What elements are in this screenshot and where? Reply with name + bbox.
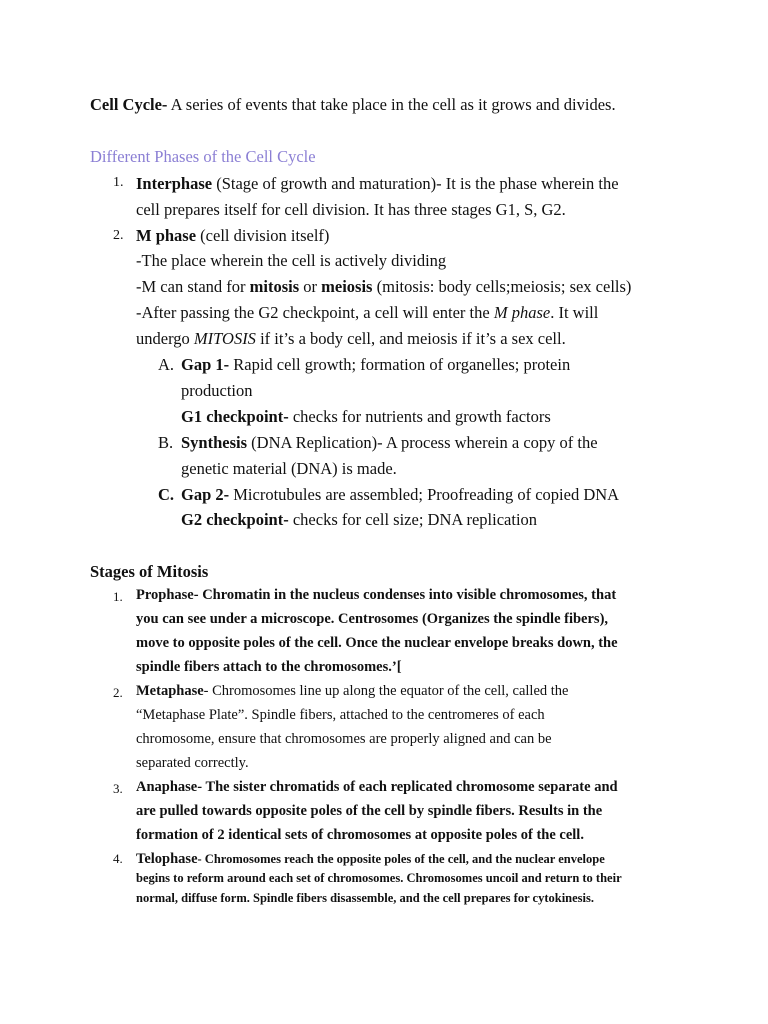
prophase-text: - Chromatin in the nucleus condenses into visible chromosomes, that: [193, 587, 617, 603]
subphase-letter: B.: [158, 433, 174, 452]
telophase-line-3: normal, diffuse form. Spindle fibers disassemble, and the cell prepares for cytokinesis.: [136, 891, 594, 905]
prophase-line-1: [136, 584, 616, 606]
anaphase-text: - The sister chromatids of each replicated chromosome separate and: [197, 779, 618, 795]
gap1-line-1: [181, 354, 570, 376]
meiosis-term: meiosis: [321, 277, 373, 296]
list-number: 1.: [113, 589, 123, 604]
g1-checkpoint-text: checks for nutrients and growth factors: [288, 407, 551, 426]
list-number: 3.: [113, 781, 123, 796]
synthesis-line-1: [181, 432, 598, 454]
g1-checkpoint: [181, 406, 551, 428]
synthesis-term: Synthesis: [181, 433, 248, 452]
interphase-term: Interphase: [136, 174, 213, 193]
m-phase-text: -After passing the G2 checkpoint, a cell will enter the: [136, 303, 494, 322]
m-phase-text: -M can stand for: [136, 277, 250, 296]
m-phase-italic: M phase: [493, 303, 551, 322]
mitosis-heading: Stages of Mitosis: [90, 562, 209, 581]
list-number: 4.: [113, 851, 123, 866]
list-number: 2.: [113, 228, 124, 243]
metaphase-text: - Chromosomes line up along the equator of the cell, called the: [203, 683, 569, 699]
m-phase-text: (cell division itself): [196, 226, 330, 245]
prophase-line-3: move to opposite poles of the cell. Once the nuclear envelope breaks down, the: [136, 635, 618, 651]
cell-cycle-term: Cell Cycle-: [90, 95, 168, 114]
m-phase-line-5: [136, 328, 566, 350]
prophase-line-4: spindle fibers attach to the chromosomes.’[: [136, 659, 402, 675]
telophase-term: Telophase: [136, 851, 198, 867]
metaphase-line-1: [136, 680, 568, 702]
mitosis-italic: MITOSIS: [193, 329, 256, 348]
telophase-line-2: begins to reform around each set of chromosomes. Chromosomes uncoil and return to their: [136, 871, 622, 885]
subphase-letter: C.: [158, 485, 175, 504]
telophase-line-1: [136, 847, 605, 870]
metaphase-line-4: separated correctly.: [136, 755, 249, 771]
gap2-text: Microtubules are assembled; Proofreading of copied DNA: [229, 485, 620, 504]
prophase-line-2: you can see under a microscope. Centrosomes (Organizes the spindle fibers),: [136, 611, 609, 627]
m-phase-line-2: -The place wherein the cell is actively dividing: [136, 251, 447, 270]
phases-heading: Different Phases of the Cell Cycle: [90, 147, 316, 166]
m-phase-line-3: [136, 276, 631, 298]
metaphase-line-3: chromosome, ensure that chromosomes are properly aligned and can be: [136, 731, 552, 747]
m-phase-line-4: [136, 302, 598, 324]
gap1-text: Rapid cell growth; formation of organelles; protein: [229, 355, 571, 374]
prophase-term: Prophase: [136, 587, 194, 603]
synthesis-text: (DNA Replication)- A process wherein a copy of the: [247, 433, 598, 452]
g2-checkpoint-term: G2 checkpoint-: [181, 510, 289, 529]
interphase-line-1: [136, 173, 619, 195]
metaphase-line-2: “Metaphase Plate”. Spindle fibers, attached to the centromeres of each: [136, 707, 545, 723]
m-phase-text: if it’s a body cell, and meiosis if it’s a sex cell.: [255, 329, 566, 348]
list-number: 2.: [113, 685, 123, 700]
gap2-line-1: [181, 484, 619, 506]
anaphase-line-1: [136, 776, 618, 798]
gap2-term: Gap 2-: [181, 485, 230, 504]
metaphase-term: Metaphase: [136, 683, 204, 699]
mitosis-term: mitosis: [249, 277, 300, 296]
anaphase-line-3: formation of 2 identical sets of chromosomes at opposite poles of the cell.: [136, 827, 584, 843]
g1-checkpoint-term: G1 checkpoint-: [181, 407, 289, 426]
m-phase-text: or: [299, 277, 322, 296]
interphase-line-2: cell prepares itself for cell division. It has three stages G1, S, G2.: [136, 200, 566, 219]
g2-checkpoint-text: checks for cell size; DNA replication: [288, 510, 538, 529]
m-phase-term: M phase: [136, 226, 197, 245]
g2-checkpoint: [181, 509, 537, 531]
subphase-letter: A.: [158, 355, 175, 374]
m-phase-line-1: [136, 225, 329, 247]
m-phase-text: . It will: [550, 303, 599, 322]
cell-cycle-definition: [90, 94, 616, 116]
m-phase-text: undergo: [136, 329, 194, 348]
anaphase-line-2: are pulled towards opposite poles of the cell by spindle fibers. Results in the: [136, 803, 603, 819]
anaphase-term: Anaphase: [136, 779, 198, 795]
list-number: 1.: [113, 175, 124, 190]
interphase-text: (Stage of growth and maturation)- It is the phase wherein the: [212, 174, 619, 193]
gap1-line-2: production: [181, 381, 253, 400]
telophase-text: - Chromosomes reach the opposite poles of the cell, and the nuclear envelope: [197, 852, 605, 866]
synthesis-line-2: genetic material (DNA) is made.: [181, 459, 397, 478]
m-phase-text: (mitosis: body cells;meiosis; sex cells): [372, 277, 632, 296]
gap1-term: Gap 1-: [181, 355, 230, 374]
cell-cycle-text: A series of events that take place in the cell as it grows and divides.: [167, 95, 616, 114]
